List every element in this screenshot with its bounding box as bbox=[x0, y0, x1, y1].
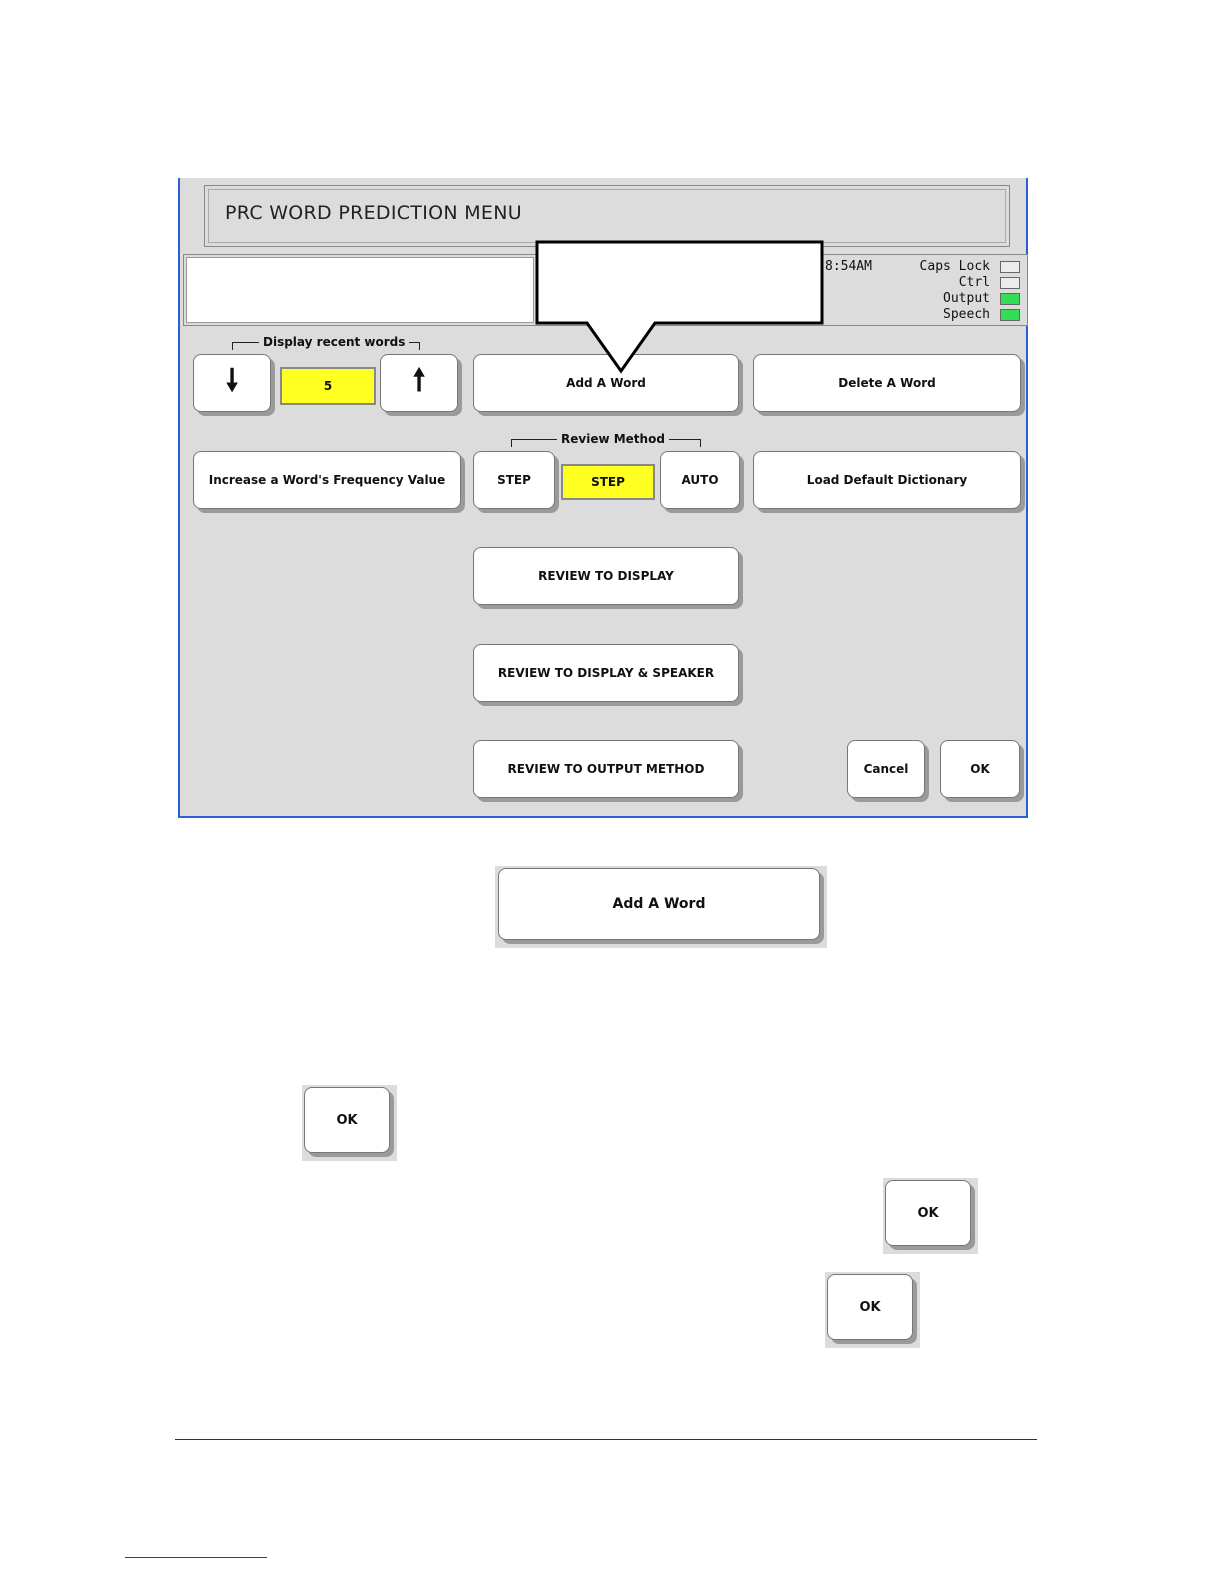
scroll-up-button[interactable] bbox=[380, 354, 458, 412]
output-display bbox=[186, 257, 534, 323]
recent-words-value: 5 bbox=[280, 367, 376, 405]
review-step-button[interactable]: STEP bbox=[473, 451, 555, 509]
display-recent-label: Display recent words bbox=[259, 335, 409, 349]
doc-ok-button-3[interactable]: OK bbox=[827, 1274, 913, 1340]
cancel-button[interactable]: Cancel bbox=[847, 740, 925, 798]
doc-add-word-button[interactable]: Add A Word bbox=[498, 868, 820, 940]
increase-frequency-button[interactable]: Increase a Word's Frequency Value bbox=[193, 451, 461, 509]
review-to-output-method-button[interactable]: REVIEW TO OUTPUT METHOD bbox=[473, 740, 739, 798]
footer-divider bbox=[175, 1439, 1037, 1440]
review-auto-button[interactable]: AUTO bbox=[660, 451, 740, 509]
speech-indicator bbox=[1000, 309, 1020, 321]
delete-word-button[interactable]: Delete A Word bbox=[753, 354, 1021, 412]
doc-ok-button-2[interactable]: OK bbox=[885, 1180, 971, 1246]
caps-lock-indicator bbox=[1000, 261, 1020, 273]
down-arrow-icon: 🠗 bbox=[225, 362, 239, 398]
title-bar bbox=[204, 185, 1010, 247]
caps-lock-label: Caps Lock bbox=[919, 259, 990, 274]
review-to-display-button[interactable]: REVIEW TO DISPLAY bbox=[473, 547, 739, 605]
ctrl-indicator bbox=[1000, 277, 1020, 289]
ok-button[interactable]: OK bbox=[940, 740, 1020, 798]
review-method-value: STEP bbox=[561, 464, 655, 500]
scroll-down-button[interactable] bbox=[193, 354, 271, 412]
review-method-label: Review Method bbox=[557, 432, 669, 446]
window-title: PRC WORD PREDICTION MENU bbox=[225, 202, 522, 224]
review-to-display-speaker-button[interactable]: REVIEW TO DISPLAY & SPEAKER bbox=[473, 644, 739, 702]
doc-ok-button-1[interactable]: OK bbox=[304, 1087, 390, 1153]
output-indicator bbox=[1000, 293, 1020, 305]
up-arrow-icon: 🠕 bbox=[412, 362, 426, 398]
load-default-dictionary-button[interactable]: Load Default Dictionary bbox=[753, 451, 1021, 509]
callout-bubble bbox=[535, 240, 830, 375]
speech-label: Speech bbox=[943, 307, 990, 322]
clock: 8:54AM bbox=[825, 259, 872, 274]
word-prediction-window bbox=[178, 178, 1028, 818]
footnote-rule bbox=[125, 1557, 267, 1558]
ctrl-label: Ctrl bbox=[958, 275, 990, 290]
add-word-button[interactable]: Add A Word bbox=[473, 354, 739, 412]
output-label: Output bbox=[943, 291, 990, 306]
